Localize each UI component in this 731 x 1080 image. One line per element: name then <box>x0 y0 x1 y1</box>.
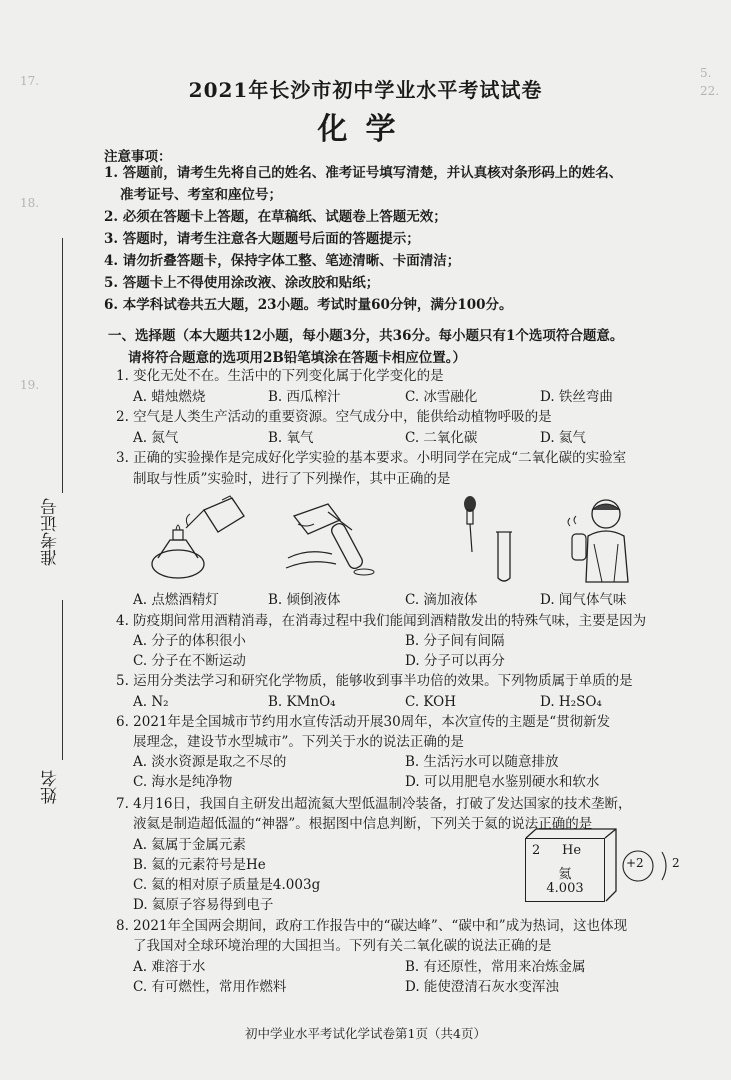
question-7-stem-cont: 液氦是制造超低温的“神器”。根据图中信息判断，下列关于氦的说法正确的是 <box>133 816 593 832</box>
question-6-stem: 6. 2021年是全国城市节约用水宣传活动开展30周年，本次宣传的主题是“贯彻新发 <box>116 714 611 730</box>
q7-option-a: A. 氦属于金属元素 <box>133 837 246 853</box>
section-heading-line: 一、选择题（本大题共12小题，每小题3分，共36分。每小题只有1个选项符合题意。 <box>108 328 624 344</box>
question-2-stem: 2. 空气是人类生产活动的重要资源。空气成分中，能供给动植物呼吸的是 <box>116 409 552 425</box>
pour-liquid-figure <box>268 494 388 584</box>
q5-option-d: D. H₂SO₄ <box>540 694 602 710</box>
q5-option-c: C. KOH <box>405 694 456 710</box>
notice-item: 2. 必须在答题卡上答题，在草稿纸、试题卷上答题无效； <box>104 209 447 225</box>
q6-option-c: C. 海水是纯净物 <box>133 774 233 790</box>
notice-item: 1. 答题前，请考生先将自己的姓名、准考证号填写清楚，并认真核对条形码上的姓名、 <box>104 165 623 181</box>
q3-option-c: C. 滴加液体 <box>405 592 478 608</box>
name-label: 姓名 <box>41 770 61 804</box>
q8-option-c: C. 有可燃性，常用作燃料 <box>133 979 287 995</box>
side-line <box>62 238 63 493</box>
element-tile-depth <box>525 828 621 912</box>
drop-liquid-figure <box>440 492 520 584</box>
question-7-stem: 7. 4月16日，我国自主研发出超流氦大型低温制冷装备，打破了发达国家的技术垄断， <box>116 796 632 812</box>
q4-option-c: C. 分子在不断运动 <box>133 653 246 669</box>
q1-option-c: C. 冰雪融化 <box>405 389 478 405</box>
bleed-through-marks: 17. <box>20 74 40 88</box>
exam-title: 2021年长沙市初中学业水平考试试卷 <box>188 78 543 102</box>
q8-option-d: D. 能使澄清石灰水变浑浊 <box>405 979 559 995</box>
section-heading-line: 请将符合题意的选项用2B铅笔填涂在答题卡相应位置。） <box>128 350 467 366</box>
bleed-through-marks: 19. <box>20 378 40 392</box>
q4-option-a: A. 分子的体积很小 <box>133 633 246 649</box>
q4-option-b: B. 分子间有间隔 <box>405 633 505 649</box>
alcohol-lamp-figure <box>140 492 260 584</box>
q3-option-d: D. 闻气体气味 <box>540 592 627 608</box>
question-4-stem: 4. 防疫期间常用酒精消毒，在消毒过程中我们能闻到酒精散发出的特殊气味，主要是因为 <box>116 613 647 629</box>
exam-id-label: 准考证号 <box>41 498 61 566</box>
q8-option-a: A. 难溶于水 <box>133 959 206 975</box>
q1-option-b: B. 西瓜榨汁 <box>268 389 341 405</box>
question-5-stem: 5. 运用分类法学习和研究化学物质，能够收到事半功倍的效果。下列物质属于单质的是 <box>116 673 633 689</box>
question-8-stem: 8. 2021年全国两会期间，政府工作报告中的“碳达峰”、“碳中和”成为热词，这也体现 <box>116 918 628 934</box>
electron-shell-count: 2 <box>672 856 680 870</box>
q2-option-d: D. 氦气 <box>540 430 586 446</box>
question-3-stem: 3. 正确的实验操作是完成好化学实验的基本要求。小明同学在完成“二氧化碳的实验室 <box>116 450 627 466</box>
atomic-mass: 4.003 <box>546 881 584 896</box>
side-line <box>62 600 63 760</box>
notice-heading: 注意事项： <box>104 149 172 165</box>
question-3-stem-cont: 制取与性质”实验时，进行了下列操作，其中正确的是 <box>133 471 451 487</box>
element-symbol: He <box>562 843 582 858</box>
bleed-through-marks: 22. <box>700 84 720 98</box>
atomic-number: 2 <box>532 843 541 858</box>
q1-option-d: D. 铁丝弯曲 <box>540 389 613 405</box>
q2-option-c: C. 二氧化碳 <box>405 430 478 446</box>
notice-item: 准考证号、考室和座位号； <box>120 187 282 203</box>
section-heading <box>108 325 708 369</box>
notice-item: 6. 本学科试卷共五大题，23小题。考试时量60分钟，满分100分。 <box>104 297 513 313</box>
bleed-through-marks: 5. <box>700 66 712 80</box>
q6-option-b: B. 生活污水可以随意排放 <box>405 754 559 770</box>
q1-option-a: A. 蜡烛燃烧 <box>133 389 206 405</box>
bleed-through-marks: 18. <box>20 196 40 210</box>
element-name: 氦 <box>558 867 572 882</box>
q7-option-d: D. 氦原子容易得到电子 <box>133 897 274 913</box>
q7-option-c: C. 氦的相对原子质量是4.003g <box>133 877 321 893</box>
question-1-stem: 1. 变化无处不在。生活中的下列变化属于化学变化的是 <box>116 368 444 384</box>
q6-option-d: D. 可以用肥皂水鉴别硬水和软水 <box>405 774 600 790</box>
nucleus-charge: +2 <box>626 856 644 870</box>
question-6-stem-cont: 展理念，建设节水型城市”。下列关于水的说法正确的是 <box>133 734 464 750</box>
page-footer: 初中学业水平考试化学试卷第1页（共4页） <box>245 1026 486 1041</box>
q2-option-a: A. 氮气 <box>133 430 179 446</box>
q7-option-b: B. 氦的元素符号是He <box>133 857 266 873</box>
subject-title: 化学 <box>317 112 414 147</box>
q6-option-a: A. 淡水资源是取之不尽的 <box>133 754 287 770</box>
q8-option-b: B. 有还原性，常用来冶炼金属 <box>405 959 586 975</box>
q3-option-b: B. 倾倒液体 <box>268 592 341 608</box>
q2-option-b: B. 氧气 <box>268 430 314 446</box>
q4-option-d: D. 分子可以再分 <box>405 653 505 669</box>
notice-item: 4. 请勿折叠答题卡，保持字体工整、笔迹清晰、卡面清洁； <box>104 253 461 269</box>
q3-option-a: A. 点燃酒精灯 <box>133 592 219 608</box>
q5-option-a: A. N₂ <box>133 694 169 710</box>
question-8-stem-cont: 了我国对全球环境治理的大国担当。下列有关二氧化碳的说法正确的是 <box>133 938 552 954</box>
smell-gas-figure <box>558 496 638 584</box>
notice-item: 5. 答题卡上不得使用涂改液、涂改胶和贴纸； <box>104 275 380 291</box>
q5-option-b: B. KMnO₄ <box>268 694 336 710</box>
notice-item: 3. 答题时，请考生注意各大题题号后面的答题提示； <box>104 231 420 247</box>
